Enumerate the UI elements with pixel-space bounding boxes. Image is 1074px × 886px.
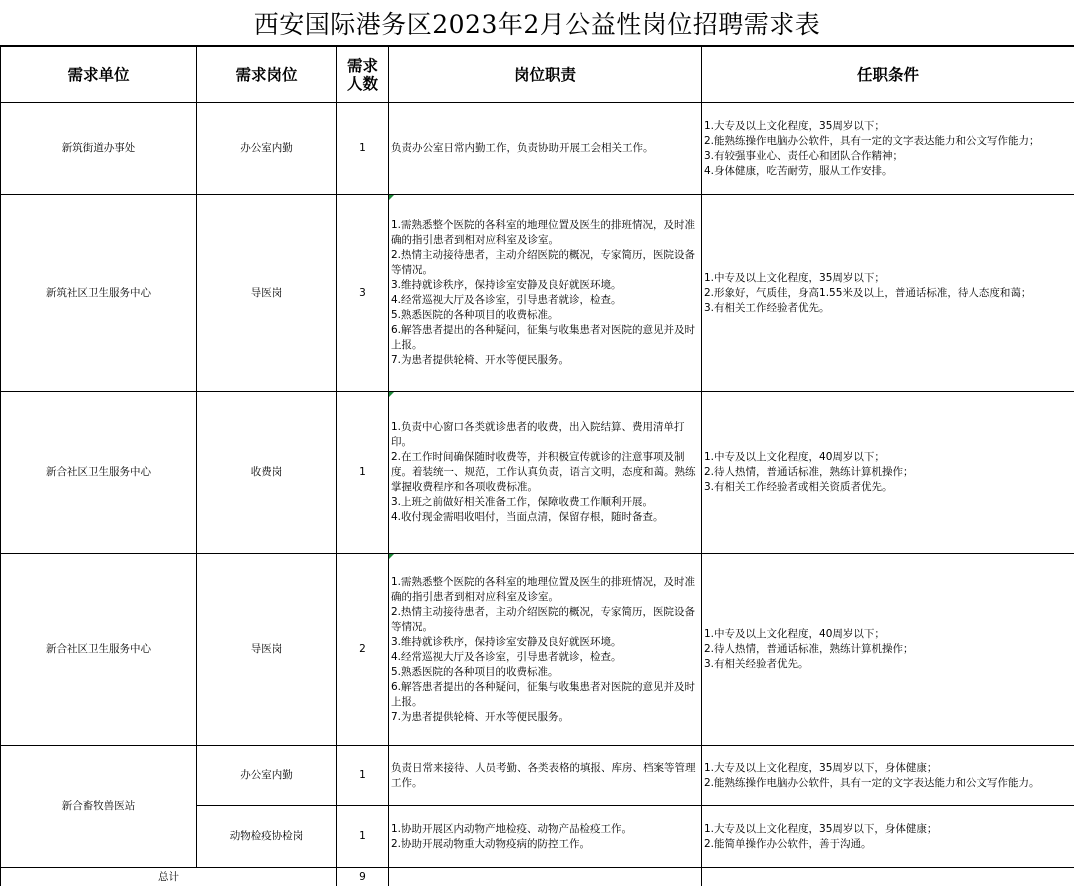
header-unit: 需求单位 xyxy=(1,47,197,103)
requirement-line: 2.能熟练操作电脑办公软件，具有一定的文字表达能力和公文写作能力； xyxy=(704,134,1040,147)
post-cell: 导医岗 xyxy=(197,195,337,392)
unit-cell: 新筑街道办事处 xyxy=(1,103,197,195)
duty-line: 6.解答患者提出的各种疑问，征集与收集患者对医院的意见并及时上报。 xyxy=(391,680,696,708)
requirement-line: 1.中专及以上文化程度，35周岁以下； xyxy=(704,271,885,284)
header-row xyxy=(1,47,1074,103)
requirement-line: 1.大专及以上文化程度，35周岁以下，身体健康； xyxy=(704,822,938,835)
count-cell: 1 xyxy=(337,392,389,554)
duty-line: 7.为患者提供轮椅、开水等便民服务。 xyxy=(391,710,570,723)
requirements-cell xyxy=(702,806,1074,868)
duty-line: 1.协助开展区内动物产地检疫、动物产品检疫工作。 xyxy=(391,822,633,835)
header-duty: 岗位职责 xyxy=(389,47,702,103)
duty-line: 负责办公室日常内勤工作，负责协助开展工会相关工作。 xyxy=(391,142,654,154)
total-row xyxy=(1,868,1074,886)
requirement-line: 2.待人热情，普通话标准，熟练计算机操作； xyxy=(704,466,914,478)
requirement-line: 2.形象好，气质佳，身高1.55米及以上，普通话标准，待人态度和蔼； xyxy=(704,286,1032,299)
requirements-cell xyxy=(702,392,1074,554)
unit-cell: 新合社区卫生服务中心 xyxy=(1,554,197,746)
requirement-line: 1.大专及以上文化程度，35周岁以下，身体健康； xyxy=(704,761,938,774)
duty-line: 5.熟悉医院的各种项目的收费标准。 xyxy=(391,665,559,678)
table-row xyxy=(1,554,1074,746)
post-cell: 办公室内勤 xyxy=(197,103,337,195)
total-count: 9 xyxy=(337,868,389,886)
duty-cell xyxy=(389,392,702,554)
page-title: 西安国际港务区2023年2月公益性岗位招聘需求表 xyxy=(0,0,1074,46)
post-cell: 收费岗 xyxy=(197,392,337,554)
table-row xyxy=(1,103,1074,195)
duty-line: 4.经常巡视大厅及各诊室，引导患者就诊，检查。 xyxy=(391,294,622,306)
duty-line: 5.熟悉医院的各种项目的收费标准。 xyxy=(391,309,559,321)
requirements-cell xyxy=(702,554,1074,746)
duty-line: 4.收付现金需唱收唱付，当面点清，保留存根，随时备查。 xyxy=(391,511,664,523)
requirements-cell xyxy=(702,103,1074,195)
requirement-line: 2.待人热情，普通话标准，熟练计算机操作； xyxy=(704,643,914,655)
duty-cell xyxy=(389,195,702,392)
count-cell: 1 xyxy=(337,103,389,195)
table-row xyxy=(1,746,1074,806)
requirement-line: 2.能熟练操作电脑办公软件，具有一定的文字表达能力和公文写作能力。 xyxy=(704,776,1040,789)
duty-line: 1.需熟悉整个医院的各科室的地理位置及医生的排班情况，及时准确的指引患者到相对应科室及诊室。 xyxy=(391,219,696,246)
requirements-cell xyxy=(702,746,1074,806)
duty-line: 6.解答患者提出的各种疑问，征集与收集患者对医院的意见并及时上报。 xyxy=(391,324,696,351)
count-cell: 3 xyxy=(337,195,389,392)
total-empty-cell xyxy=(702,868,1074,886)
duty-line: 3.维持就诊秩序，保持诊室安静及良好就医环境。 xyxy=(391,635,622,648)
duty-line: 1.负责中心窗口各类就诊患者的收费，出入院结算、费用清单打印。 xyxy=(391,421,685,448)
requirement-line: 1.中专及以上文化程度，40周岁以下； xyxy=(704,628,885,640)
requirement-line: 4.身体健康，吃苦耐劳，服从工作安排。 xyxy=(704,164,893,177)
duty-cell xyxy=(389,806,702,868)
duty-line: 2.热情主动接待患者，主动介绍医院的概况，专家简历，医院设备等情况。 xyxy=(391,605,696,633)
total-empty-cell xyxy=(389,868,702,886)
total-label: 总计 xyxy=(1,868,337,886)
requirement-line: 3.有相关工作经验者优先。 xyxy=(704,301,830,314)
duty-cell xyxy=(389,746,702,806)
post-cell: 导医岗 xyxy=(197,554,337,746)
duty-line: 7.为患者提供轮椅、开水等便民服务。 xyxy=(391,354,570,366)
recruitment-table xyxy=(0,46,1074,886)
duty-line: 2.热情主动接待患者，主动介绍医院的概况，专家简历，医院设备等情况。 xyxy=(391,249,696,276)
requirement-line: 3.有相关经验者优先。 xyxy=(704,658,809,670)
requirement-line: 3.有较强事业心、责任心和团队合作精神； xyxy=(704,149,904,162)
unit-cell: 新筑社区卫生服务中心 xyxy=(1,195,197,392)
count-cell: 1 xyxy=(337,746,389,806)
header-count: 需求人数 xyxy=(337,47,389,103)
requirement-line: 1.大专及以上文化程度，35周岁以下； xyxy=(704,119,885,132)
table-row xyxy=(1,392,1074,554)
duty-line: 3.维持就诊秩序，保持诊室安静及良好就医环境。 xyxy=(391,279,622,291)
duty-line: 2.在工作时间确保随时收费等，并积极宣传就诊的注意事项及制度。着装统一、规范，工作认真负责，语言文明，态度和蔼。熟练掌握收费程序和各项收费标准。 xyxy=(391,451,696,493)
requirements-cell xyxy=(702,195,1074,392)
post-cell: 办公室内勤 xyxy=(197,746,337,806)
duty-line: 4.经常巡视大厅及各诊室，引导患者就诊，检查。 xyxy=(391,650,622,663)
duty-line: 1.需熟悉整个医院的各科室的地理位置及医生的排班情况，及时准确的指引患者到相对应科室及诊室。 xyxy=(391,575,696,603)
requirement-line: 2.能简单操作办公软件，善于沟通。 xyxy=(704,837,872,850)
count-cell: 2 xyxy=(337,554,389,746)
requirement-line: 1.中专及以上文化程度，40周岁以下； xyxy=(704,451,885,463)
duty-line: 2.协助开展动物重大动物疫病的防控工作。 xyxy=(391,837,591,850)
requirement-line: 3.有相关工作经验者或相关资质者优先。 xyxy=(704,481,893,493)
duty-cell xyxy=(389,554,702,746)
count-cell: 1 xyxy=(337,806,389,868)
duty-line: 3.上班之前做好相关准备工作，保障收费工作顺利开展。 xyxy=(391,496,654,508)
unit-cell: 新合社区卫生服务中心 xyxy=(1,392,197,554)
post-cell: 动物检疫协检岗 xyxy=(197,806,337,868)
unit-cell: 新合畜牧兽医站 xyxy=(1,746,197,868)
header-requirements: 任职条件 xyxy=(702,47,1074,103)
header-post: 需求岗位 xyxy=(197,47,337,103)
duty-line: 负责日常来接待、人员考勤、各类表格的填报、库房、档案等管理工作。 xyxy=(391,761,696,789)
table-row xyxy=(1,195,1074,392)
duty-cell xyxy=(389,103,702,195)
